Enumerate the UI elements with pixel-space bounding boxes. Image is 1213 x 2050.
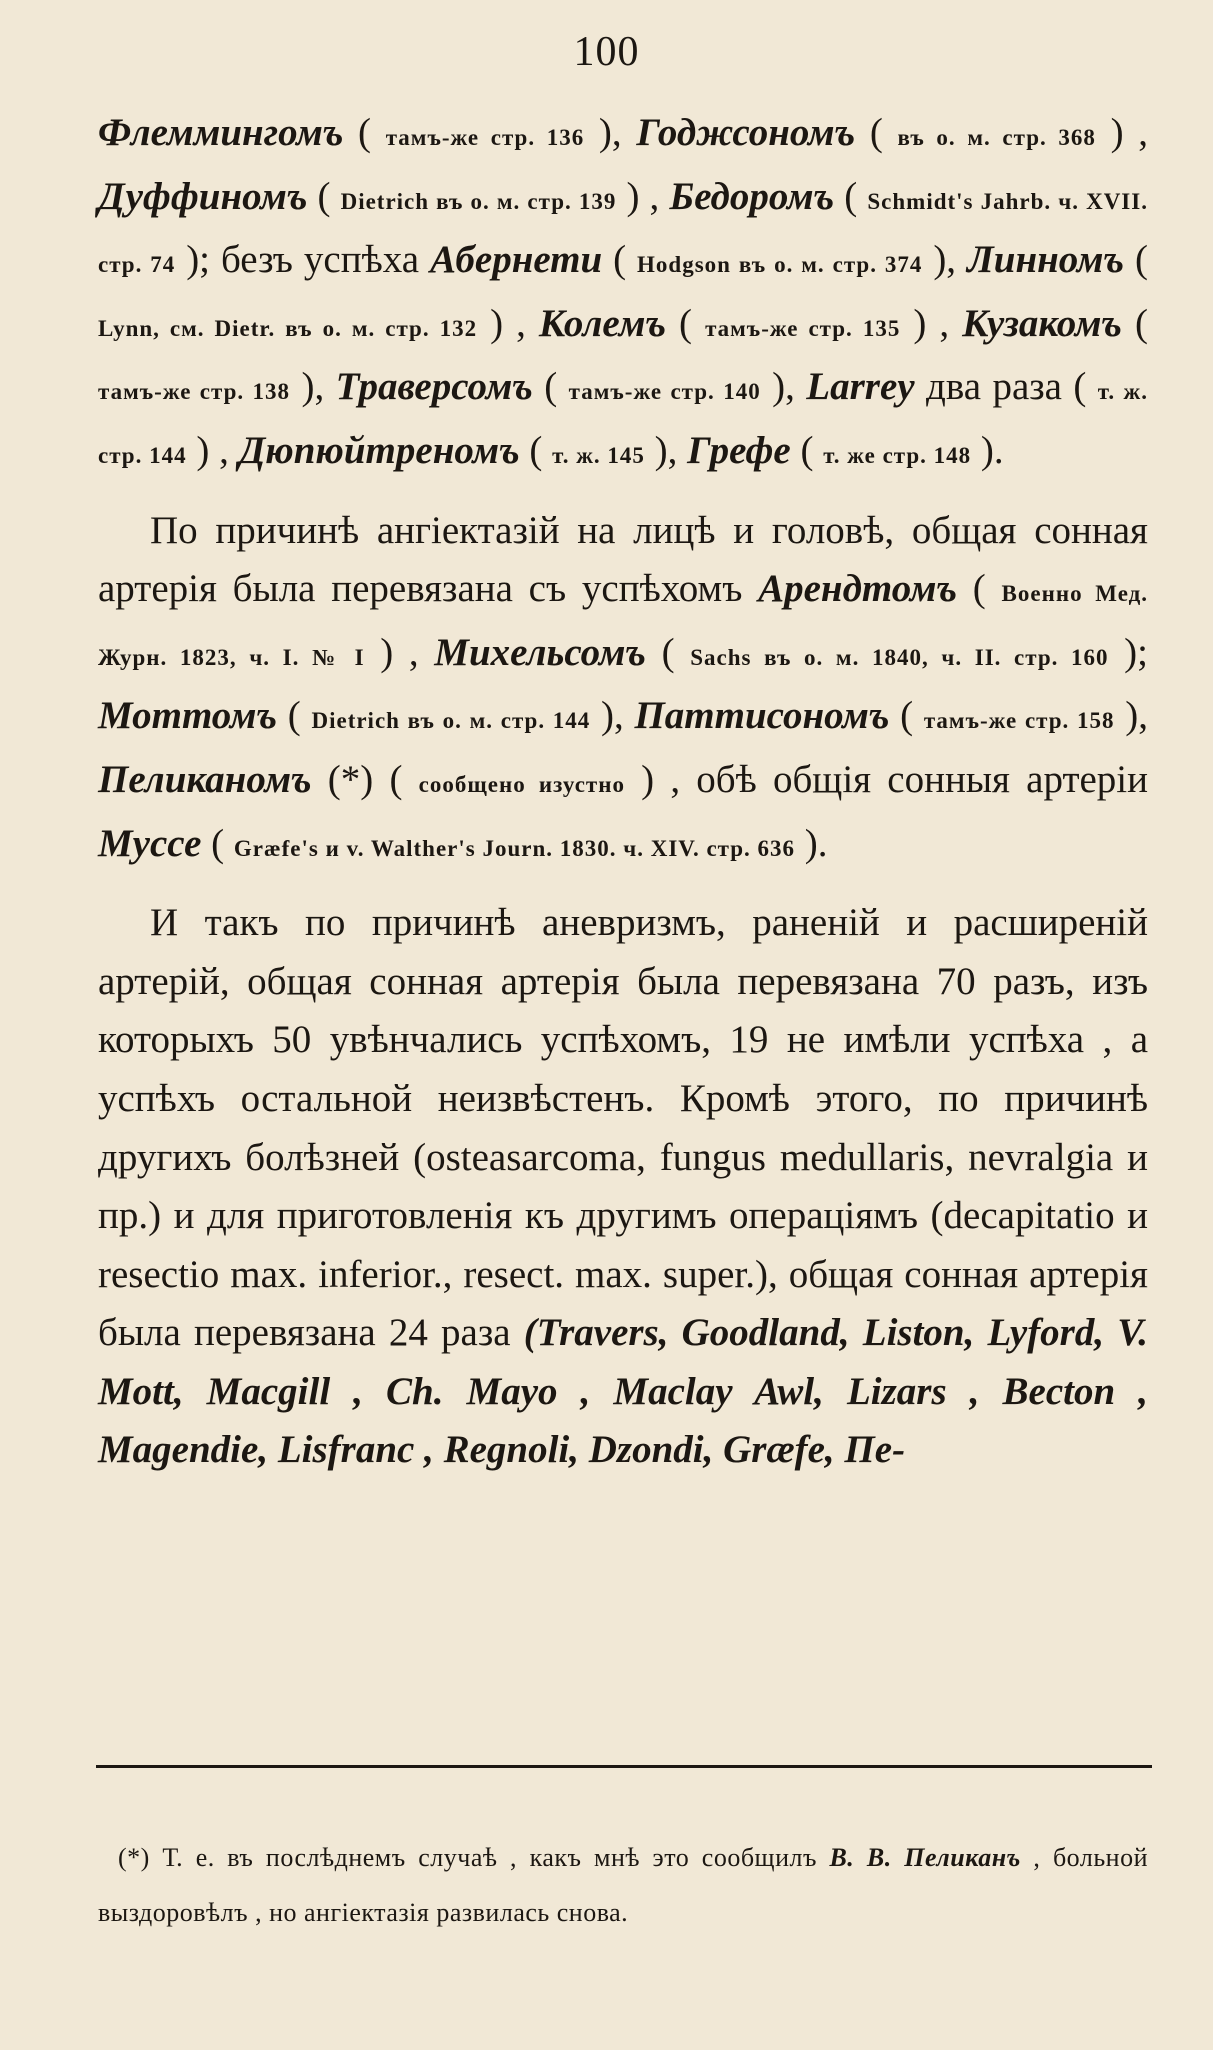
text-run: ). — [795, 821, 828, 865]
paragraph-2 — [98, 502, 1148, 879]
surgeon-name: Траверсомъ — [335, 365, 533, 409]
citation: тамъ-же стр. 140 — [568, 379, 761, 405]
text-run: ( — [855, 111, 898, 154]
paragraph-1 — [98, 104, 1148, 486]
text-run: ), — [584, 111, 637, 154]
text-run: И такъ по причинѣ аневризмъ, раненій и расширеній артерій, общая сонная артерія была перевязана 70 разъ, изъ которыхъ 50 увѣнчались успѣхомъ, 19 не имѣли успѣха , а успѣхъ остальной неизвѣстенъ. Кромѣ этого, по причинѣ другихъ болѣзней (osteasarcoma, fungus medullaris, nevralgia и пр.) и для приготовленія къ другимъ операціямъ (decapitatio и resectio max. inferior., resect. max. super.), общая сонная артерія была перевязана 24 раза — [98, 901, 1148, 1355]
citation: сообщено изустно — [418, 771, 625, 797]
text-run: По причинѣ ангіектазій на лицѣ и головѣ, общая сонная артерія была перевязана съ успѣхомъ — [98, 508, 1148, 611]
surgeon-name: Линномъ — [967, 238, 1125, 282]
text-run: ( — [602, 238, 638, 282]
text-run: ) , — [900, 301, 963, 345]
text-run: ) , — [1095, 111, 1148, 154]
footnote-divider — [96, 1765, 1152, 1768]
text-run: ), — [1114, 694, 1148, 738]
surgeon-name: Пеликаномъ — [98, 757, 312, 801]
text-run: ( — [519, 428, 553, 472]
text-run: ), — [644, 428, 688, 472]
surgeon-name: Дуффиномъ — [98, 174, 308, 218]
text-run: ( — [343, 111, 386, 154]
surgeon-name: Бедоромъ — [669, 174, 835, 218]
citation: Græfe's и v. Walther's Journ. 1830. ч. XIV. стр. 636 — [233, 835, 796, 861]
surgeon-name: В. В. Пеликанъ — [829, 1843, 1021, 1872]
text-run: ( — [834, 174, 868, 218]
surgeon-name: Кузакомъ — [962, 301, 1122, 345]
text-run: ) , — [364, 630, 435, 674]
footnote-text — [98, 1830, 1148, 1940]
citation: т. ж. 145 — [552, 442, 645, 468]
text-run: ), — [590, 694, 635, 738]
text-run: ( — [889, 694, 924, 738]
surgeon-name: Дюпюйтреномъ — [238, 428, 520, 472]
surgeon-name: Колемъ — [538, 301, 667, 345]
citation: т. ж. стр. 144 — [98, 379, 1148, 468]
surgeon-list: (Travers, Goodland, Liston, Lyford, V. Mott, Macgill , Ch. Mayo , Maclay Awl, Lizars , Becton , Magendie, Lisfranc , Regnoli, Dzondi, Græfe, Пе- — [98, 1311, 1149, 1472]
text-run: ( — [790, 428, 824, 472]
text-run: ) , — [616, 174, 670, 218]
page-number: 100 — [573, 29, 640, 75]
text-run: ); безъ успѣха — [175, 238, 430, 282]
citation: т. же стр. 148 — [823, 442, 972, 468]
paragraph-3 — [98, 894, 1148, 1480]
text-run: два раза ( — [914, 365, 1098, 409]
text-run: ) , обѣ общія сонныя артеріи — [624, 757, 1149, 801]
text-run: ) , — [186, 428, 239, 472]
citation: Lynn, см. Dietr. въ о. м. стр. 132 — [98, 315, 478, 341]
citation: тамъ-же стр. 136 — [385, 125, 585, 150]
footnote — [98, 1830, 1148, 1940]
text-run: ( — [1124, 238, 1148, 282]
citation: Военно Мед. Журн. 1823, ч. I. № I — [98, 581, 1149, 670]
citation: тамъ-же стр. 138 — [98, 379, 291, 405]
text-run: , больной выздоровѣлъ , но ангіектазія развилась снова. — [98, 1843, 1148, 1927]
surgeon-name: Годжсономъ — [636, 111, 856, 154]
citation: Dietrich въ о. м. стр. 144 — [311, 708, 591, 734]
citation: Dietrich въ о. м. стр. 139 — [340, 188, 617, 214]
citation: Sachs въ о. м. 1840, ч. II. стр. 160 — [690, 644, 1109, 670]
text-run: ( — [957, 567, 1002, 611]
surgeon-name: Larrey — [806, 365, 915, 409]
text-run: ) , — [477, 301, 539, 345]
citation: Schmidt's Jahrb. ч. XVII. стр. 74 — [98, 188, 1148, 278]
citation: въ о. м. стр. 368 — [897, 125, 1096, 150]
surgeon-name: Паттисономъ — [634, 694, 890, 738]
surgeon-name: Муссе — [98, 821, 202, 865]
text-run: ( — [1121, 301, 1148, 345]
footnote-marker: (*) ( — [311, 757, 419, 801]
text-run: ), — [290, 365, 336, 409]
surgeon-name: Абернети — [430, 238, 603, 282]
text-run: ( — [666, 301, 706, 345]
text-run: ), — [922, 238, 967, 282]
surgeon-name: Моттомъ — [98, 694, 278, 738]
text-run: ( — [645, 630, 691, 674]
text-run: ( — [532, 365, 569, 409]
text-run: ( — [201, 821, 234, 865]
surgeon-name: Грефе — [687, 428, 791, 472]
citation: Hodgson въ о. м. стр. 374 — [637, 252, 923, 278]
surgeon-name: Арендтомъ — [758, 567, 958, 611]
text-run: ( — [277, 694, 312, 738]
text-run: ); — [1108, 630, 1148, 674]
citation: тамъ-же стр. 135 — [705, 315, 901, 341]
surgeon-name: Михельсомъ — [434, 630, 646, 674]
text-run: ), — [760, 365, 807, 409]
surgeon-name: Флеммингомъ — [98, 111, 344, 154]
main-text — [98, 104, 1148, 1480]
text-run: (*) Т. е. въ послѣднемъ случаѣ , какъ мнѣ это сообщилъ — [118, 1843, 830, 1872]
text-run: ). — [971, 428, 1004, 472]
citation: тамъ-же стр. 158 — [923, 708, 1115, 734]
text-run: ( — [307, 174, 341, 218]
